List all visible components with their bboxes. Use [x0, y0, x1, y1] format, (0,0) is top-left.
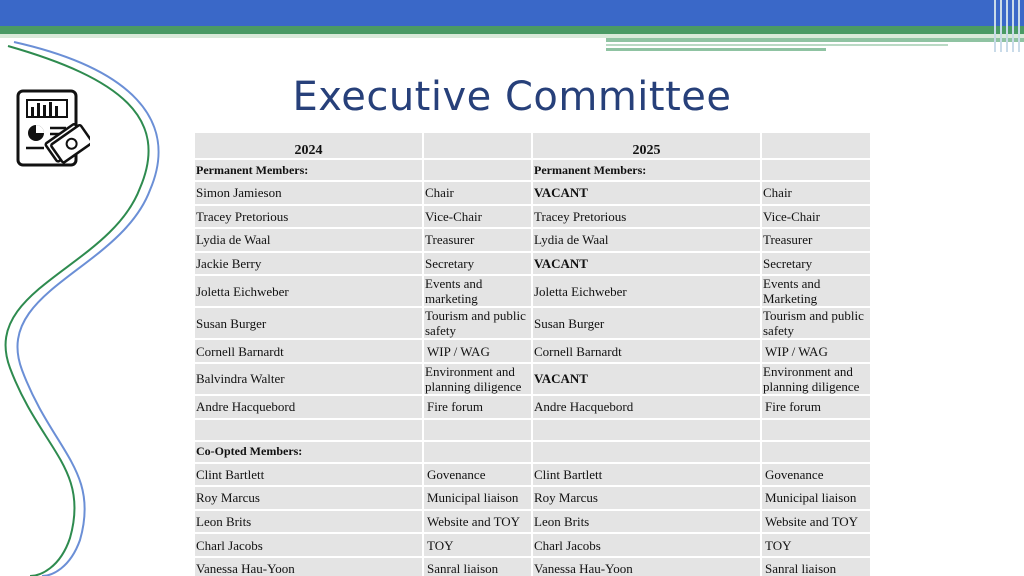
table-row — [194, 339, 870, 363]
table-row — [194, 363, 870, 395]
section-label-permanent-2024: Permanent Members: — [194, 159, 423, 181]
member-name-2025: Clint Bartlett — [532, 463, 761, 487]
member-name-2025: Joletta Eichweber — [532, 275, 761, 307]
empty-cell — [423, 419, 532, 441]
member-name-2025: Vanessa Hau-Yoon — [532, 557, 761, 576]
member-name-2024: Balvindra Walter — [194, 363, 423, 395]
empty-cell — [761, 419, 870, 441]
member-name-2025: Roy Marcus — [532, 486, 761, 510]
empty-cell — [532, 441, 761, 463]
member-name-2024: Vanessa Hau-Yoon — [194, 557, 423, 576]
empty-cell — [194, 419, 423, 441]
member-role-2025: Govenance — [761, 463, 870, 487]
member-role-2024: WIP / WAG — [423, 339, 532, 363]
member-role-2024: Events and marketing — [423, 275, 532, 307]
member-role-2024: TOY — [423, 533, 532, 557]
member-role-2025: Chair — [761, 181, 870, 205]
section-row — [194, 441, 870, 463]
table-row — [194, 557, 870, 576]
member-name-2024: Jackie Berry — [194, 252, 423, 276]
member-role-2025: Secretary — [761, 252, 870, 276]
section-label-permanent-2025: Permanent Members: — [532, 159, 761, 181]
year-2025-header: 2025 — [532, 132, 761, 159]
table-row — [194, 395, 870, 419]
decorative-vertical-lines — [990, 0, 1024, 52]
member-name-2025: Lydia de Waal — [532, 228, 761, 252]
member-name-2024: Charl Jacobs — [194, 533, 423, 557]
member-name-2024: Roy Marcus — [194, 486, 423, 510]
section-row — [194, 159, 870, 181]
table-row — [194, 533, 870, 557]
member-name-2024: Susan Burger — [194, 307, 423, 339]
table-row — [194, 463, 870, 487]
top-banner — [0, 0, 1024, 26]
member-name-2024: Leon Brits — [194, 510, 423, 534]
member-name-2025: Tracey Pretorious — [532, 205, 761, 229]
table-row — [194, 205, 870, 229]
year-2024-header: 2024 — [194, 132, 423, 159]
top-banner-green-band — [0, 26, 1024, 34]
member-role-2024: Govenance — [423, 463, 532, 487]
member-role-2024: Secretary — [423, 252, 532, 276]
empty-cell — [761, 132, 870, 159]
member-role-2025: Treasurer — [761, 228, 870, 252]
empty-cell — [423, 441, 532, 463]
table-row — [194, 307, 870, 339]
table-row — [194, 275, 870, 307]
member-role-2025: Vice-Chair — [761, 205, 870, 229]
committee-table — [193, 131, 870, 576]
member-role-2025: Tourism and public safety — [761, 307, 870, 339]
member-role-2025: Events and Marketing — [761, 275, 870, 307]
table-header-row — [194, 132, 870, 159]
member-name-2024: Clint Bartlett — [194, 463, 423, 487]
member-role-2025: TOY — [761, 533, 870, 557]
member-role-2024: Vice-Chair — [423, 205, 532, 229]
member-role-2025: Environment and planning diligence — [761, 363, 870, 395]
empty-cell — [423, 159, 532, 181]
member-name-2025: Leon Brits — [532, 510, 761, 534]
member-name-2025: VACANT — [532, 252, 761, 276]
member-role-2025: Sanral liaison — [761, 557, 870, 576]
table-row — [194, 252, 870, 276]
member-role-2025: Fire forum — [761, 395, 870, 419]
decorative-stripe — [606, 44, 948, 46]
table-row — [194, 228, 870, 252]
member-role-2025: Municipal liaison — [761, 486, 870, 510]
member-name-2024: Lydia de Waal — [194, 228, 423, 252]
member-name-2025: Andre Hacquebord — [532, 395, 761, 419]
table-row — [194, 486, 870, 510]
member-name-2024: Cornell Barnardt — [194, 339, 423, 363]
member-name-2025: Charl Jacobs — [532, 533, 761, 557]
decorative-stripe — [606, 38, 1024, 42]
member-name-2025: Cornell Barnardt — [532, 339, 761, 363]
member-name-2024: Joletta Eichweber — [194, 275, 423, 307]
member-name-2024: Simon Jamieson — [194, 181, 423, 205]
member-name-2025: Susan Burger — [532, 307, 761, 339]
member-role-2024: Treasurer — [423, 228, 532, 252]
member-role-2024: Municipal liaison — [423, 486, 532, 510]
section-label-coopted: Co-Opted Members: — [194, 441, 423, 463]
member-name-2024: Tracey Pretorious — [194, 205, 423, 229]
member-role-2024: Tourism and public safety — [423, 307, 532, 339]
member-role-2024: Website and TOY — [423, 510, 532, 534]
empty-cell — [761, 441, 870, 463]
table-row — [194, 181, 870, 205]
member-name-2025: VACANT — [532, 363, 761, 395]
member-role-2024: Environment and planning diligence — [423, 363, 532, 395]
empty-cell — [423, 132, 532, 159]
financial-report-icon — [14, 88, 90, 180]
decorative-stripe — [606, 48, 826, 51]
member-role-2024: Chair — [423, 181, 532, 205]
table-row — [194, 510, 870, 534]
empty-cell — [761, 159, 870, 181]
member-role-2024: Fire forum — [423, 395, 532, 419]
member-role-2025: WIP / WAG — [761, 339, 870, 363]
member-name-2024: Andre Hacquebord — [194, 395, 423, 419]
spacer-row — [194, 419, 870, 441]
member-role-2024: Sanral liaison — [423, 557, 532, 576]
member-role-2025: Website and TOY — [761, 510, 870, 534]
member-name-2025: VACANT — [532, 181, 761, 205]
page-title: Executive Committee — [292, 74, 732, 120]
empty-cell — [532, 419, 761, 441]
